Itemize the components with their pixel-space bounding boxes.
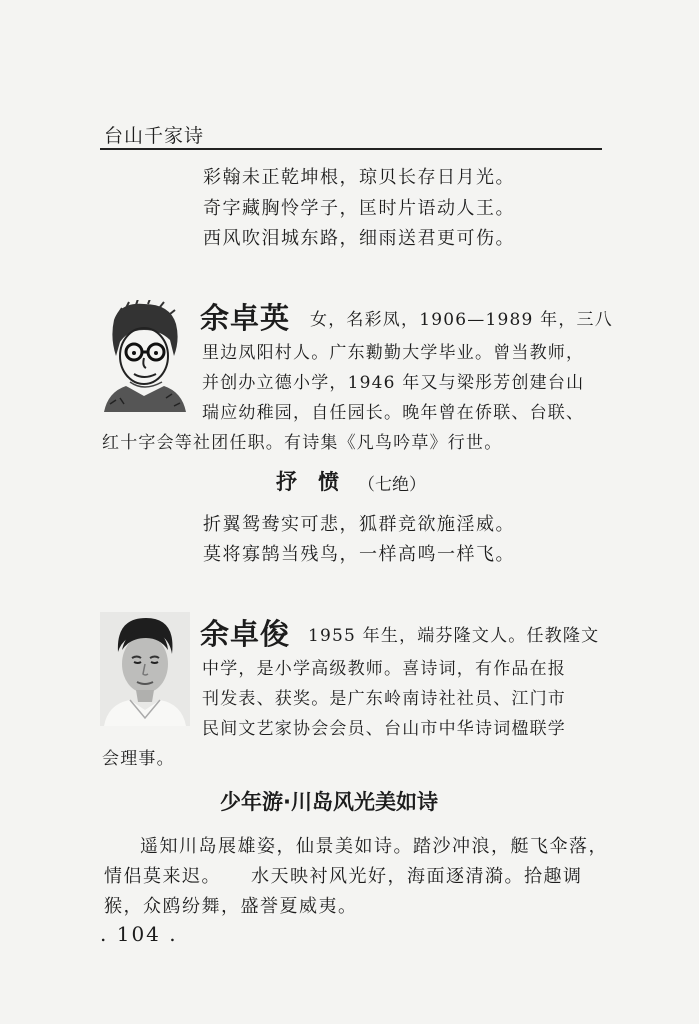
author2-bio-line-5: 会理事。 <box>102 749 175 769</box>
page-number: . 104 . <box>100 922 178 946</box>
poem1-line-2: 奇字藏胸怜学子，匡时片语动人王。 <box>203 198 515 219</box>
author1-bio-line-1: 女，名彩凤，1906—1989 年，三八 <box>310 310 613 330</box>
author2-name: 余卓俊 <box>200 617 291 651</box>
poem2-line-2: 莫将寡鹄当残鸟，一样高鸣一样飞。 <box>203 544 515 565</box>
author1-bio-line-4: 瑞应幼稚园，自任园长。晚年曾在侨联、台联、 <box>202 403 585 423</box>
poem2-subtitle: （七绝） <box>358 475 426 495</box>
author2-bio-line-3: 刊发表、获奖。是广东岭南诗社社员、江门市 <box>202 689 566 709</box>
author2-bio-line-1: 1955 年生，端芬隆文人。任教隆文 <box>308 626 600 646</box>
poem2-title: 抒 愤 <box>276 470 339 494</box>
author2-bio-line-2: 中学，是小学高级教师。喜诗词，有作品在报 <box>202 659 566 679</box>
poem1-line-1: 彩翰未正乾坤根，琼贝长存日月光。 <box>203 167 515 188</box>
author2-bio-line-4: 民间文艺家协会会员、台山市中华诗词楹联学 <box>202 719 566 739</box>
author1-sketch-portrait <box>100 300 188 412</box>
poem3-line-3: 猴，众鸥纷舞，盛誉夏威夷。 <box>104 896 358 917</box>
poem3-title: 少年游·川岛风光美如诗 <box>220 790 438 814</box>
poem3-line-2: 情侣莫来迟。 水天映衬风光好，海面逐清漪。拾趣调 <box>104 866 583 887</box>
author1-bio-line-5: 红十字会等社团任职。有诗集《凡鸟吟草》行世。 <box>102 433 503 453</box>
author1-bio-line-3: 并创办立德小学，1946 年又与梁彤芳创建台山 <box>202 373 585 393</box>
poem3-line-1: 遥知川岛展雄姿，仙景美如诗。踏沙冲浪，艇飞伞落， <box>140 836 608 857</box>
poem2-line-1: 折翼鸳鸯实可悲，狐群竞欲施淫威。 <box>203 514 515 535</box>
header-rule <box>100 148 602 150</box>
running-header: 台山千家诗 <box>104 125 205 147</box>
author1-name: 余卓英 <box>200 301 291 335</box>
poem1-line-3: 西风吹泪城东路，细雨送君更可伤。 <box>203 228 515 249</box>
author2-photo <box>100 612 190 726</box>
author1-bio-line-2: 里边凤阳村人。广东勷勤大学毕业。曾当教师， <box>202 343 585 363</box>
